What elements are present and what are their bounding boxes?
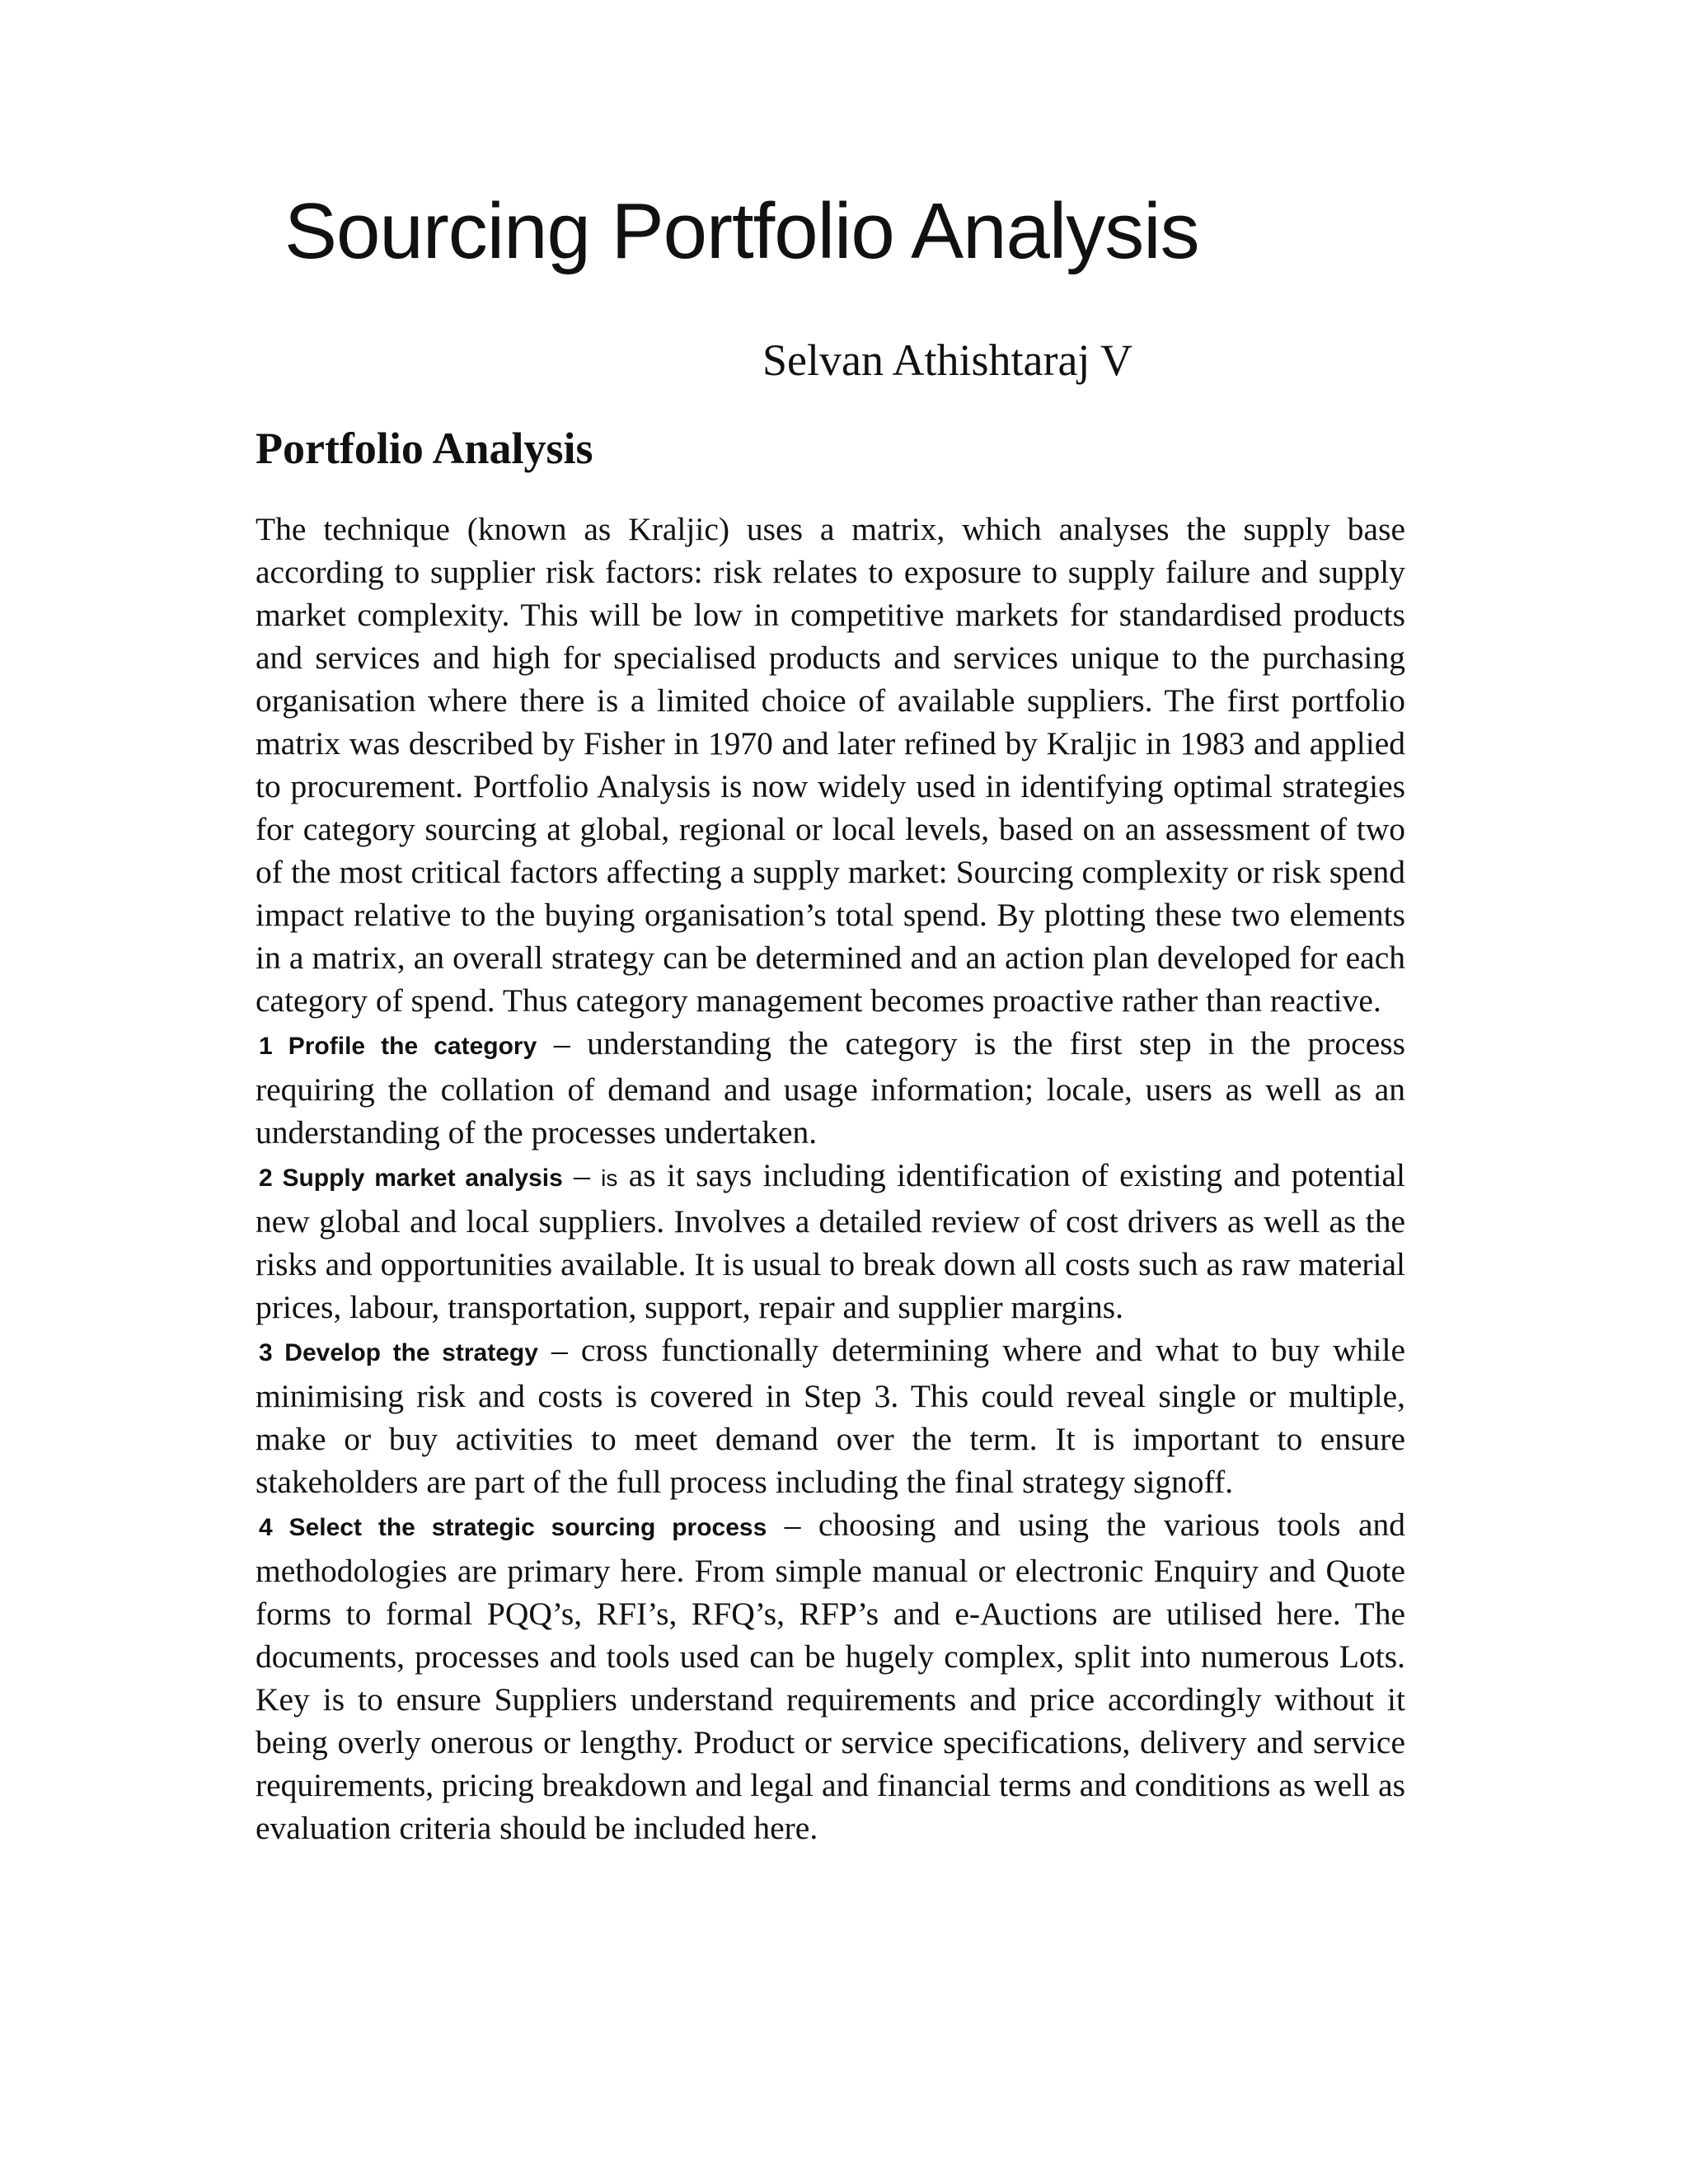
- section-heading: Portfolio Analysis: [256, 424, 593, 473]
- step-3-paragraph: [256, 1329, 1405, 1503]
- step-4-label: 4 Select the strategic sourcing process: [259, 1514, 767, 1541]
- step-2-small-word: is: [601, 1165, 618, 1191]
- body-text: [256, 508, 1405, 1849]
- step-2-paragraph: [256, 1154, 1405, 1329]
- step-2-dash: –: [574, 1157, 602, 1193]
- step-1-label: 1 Profile the category: [259, 1033, 537, 1060]
- step-2-text: as it says including identification of existing and potential new global and local suppliers. Involves a detailed review of cost drivers as well as the risks and opportunities available. It is usual to break down all costs such as raw material prices, labour, transportation, support, repair and supplier margins.: [256, 1157, 1406, 1325]
- step-4-paragraph: [256, 1503, 1405, 1849]
- intro-paragraph: The technique (known as Kraljic) uses a matrix, which analyses the supply base according to supplier risk factors: risk relates to exposure to supply failure and supply market complexity. This will be low in competitive markets for standardised products and services and high for specialised products and services unique to the purchasing organisation where there is a limited choice of available suppliers. The first portfolio matrix was described by Fisher in 1970 and later refined by Kraljic in 1983 and applied to procurement. Portfolio Analysis is now widely used in identifying optimal strategies for category sourcing at global, regional or local levels, based on an assessment of two of the most critical factors affecting a supply market: Sourcing complexity or risk spend impact relative to the buying organisation’s total spend. By plotting these two elements in a matrix, an overall strategy can be determined and an action plan developed for each category of spend. Thus category management becomes proactive rather than reactive.: [256, 511, 1405, 1019]
- document-title: Sourcing Portfolio Analysis: [284, 187, 1199, 275]
- step-3-label: 3 Develop the strategy: [259, 1339, 538, 1366]
- step-4-text: – choosing and using the various tools and methodologies are primary here. From simple manual or electronic Enquiry and Quote forms to formal PQQ’s, RFI’s, RFQ’s, RFP’s and e-Auctions are utilised here. The documents, processes and tools used can be hugely complex, split into numerous Lots. Key is to ensure Suppliers understand requirements and price accordingly without it being overly onerous or lengthy. Product or service specifications, delivery and service requirements, pricing breakdown and legal and financial terms and conditions as well as evaluation criteria should be included here.: [256, 1507, 1406, 1846]
- step-3-text: – cross functionally determining where and what to buy while minimising risk and costs is covered in Step 3. This could reveal single or multiple, make or buy activities to meet demand over the term. It is important to ensure stakeholders are part of the full process including the final strategy signoff.: [256, 1332, 1405, 1500]
- step-1-paragraph: [256, 1022, 1405, 1154]
- author-name: Selvan Athishtaraj V: [762, 335, 1132, 385]
- step-2-label: 2 Supply market analysis: [259, 1165, 563, 1192]
- step-1-text: – understanding the category is the first step in the process requiring the collation of demand and usage information; locale, users as well as an understanding of the processes undertaken.: [256, 1025, 1405, 1151]
